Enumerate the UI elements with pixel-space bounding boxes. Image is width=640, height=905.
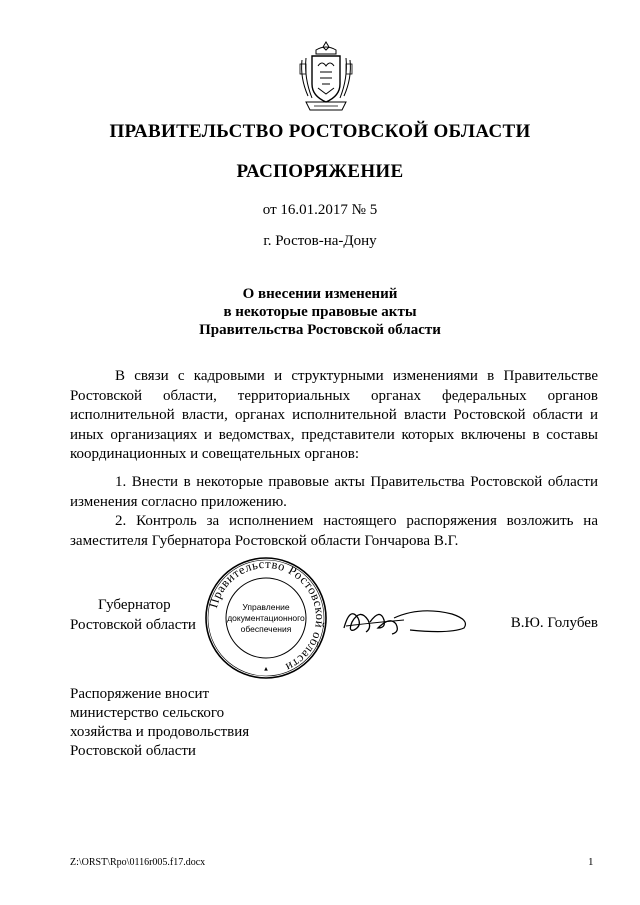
issuer-line: Ростовской области — [70, 743, 196, 759]
issuer-line: хозяйства и продовольствия — [70, 724, 250, 740]
coat-of-arms-icon — [296, 38, 356, 116]
signer-role — [70, 596, 196, 635]
stamp-center-line: документационного — [227, 613, 305, 623]
date-number: от 16.01.2017 № 5 — [262, 202, 378, 218]
signer-role-line: Губернатор — [98, 597, 171, 613]
official-stamp — [203, 555, 329, 681]
issuer-line: Распоряжение вносит — [70, 686, 210, 702]
item-1-paragraph: 1. Внести в некоторые правовые акты Правительства Ростовской области изменения согласно приложению. — [70, 474, 598, 510]
issuer-line: министерство сельского — [70, 705, 225, 721]
subject-line: Правительства Ростовской области — [199, 322, 441, 338]
preamble-paragraph: В связи с кадровыми и структурными изменениями в Правительстве Ростовской области, территориальных органах федеральных органов исполнительной власти, органах исполнительной власти Ростовской области и иных организациях и ведомствах, представители которых включены в составы координационных и совещательных органов: — [70, 368, 598, 462]
item-2-paragraph: 2. Контроль за исполнением настоящего распоряжения возложить на заместителя Губернатора Ростовской области Гончарова В.Г. — [70, 513, 598, 549]
stamp-ring-text: Правительство Ростовской области — [206, 556, 328, 675]
handwritten-signature — [340, 598, 472, 642]
city: г. Ростов-на-Дону — [263, 233, 377, 249]
signer-name: В.Ю. Голубев — [510, 615, 598, 631]
document-type: РАСПОРЯЖЕНИЕ — [236, 161, 404, 182]
stamp-center-line: обеспечения — [240, 624, 292, 634]
subject-line: в некоторые правовые акты — [223, 304, 417, 320]
issuer-note — [70, 685, 249, 761]
document-subject — [0, 285, 640, 339]
page-number: 1 — [588, 856, 594, 868]
subject-line: О внесении изменений — [242, 286, 398, 302]
government-title: ПРАВИТЕЛЬСТВО РОСТОВСКОЙ ОБЛАСТИ — [109, 121, 531, 142]
signer-role-line: Ростовской области — [70, 616, 196, 633]
stamp-center-line: Управление — [242, 602, 290, 612]
file-path: Z:\ORST\Rpo\0116r005.f17.docx — [70, 857, 206, 868]
